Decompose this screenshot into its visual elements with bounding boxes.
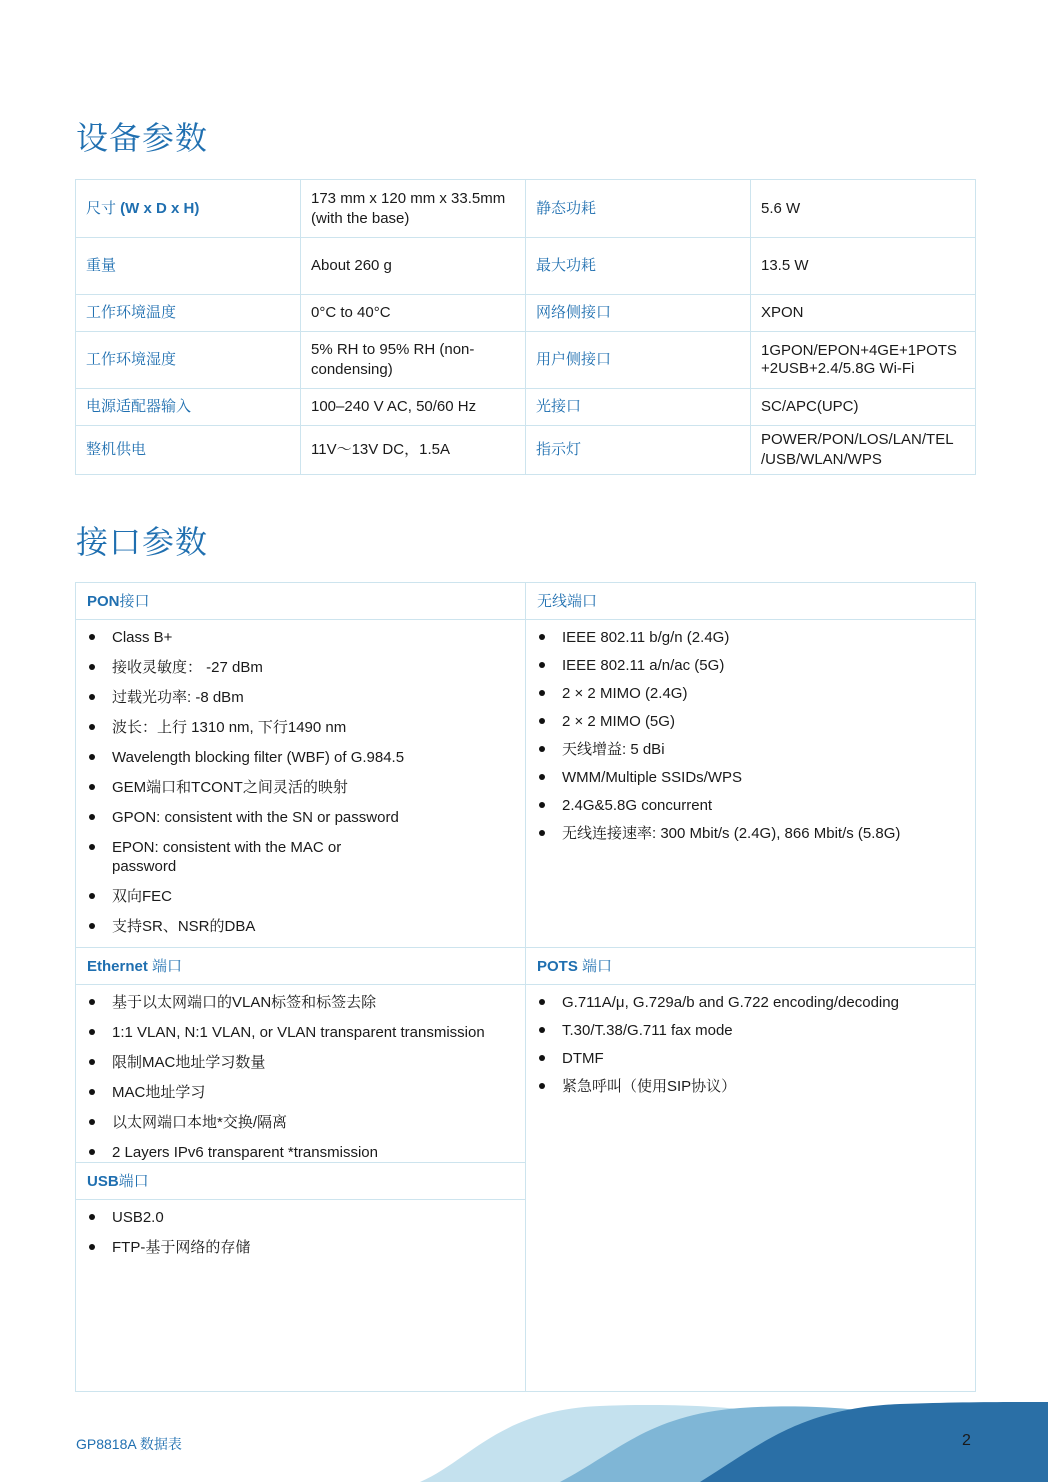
list-item: 天线增益: 5 dBi bbox=[526, 740, 975, 759]
list-item: IEEE 802.11 a/n/ac (5G) bbox=[526, 656, 975, 675]
spec-value: 1GPON/EPON+4GE+1POTS +2USB+2.4/5.8G Wi-Fi bbox=[751, 332, 976, 389]
spec-value: 5% RH to 95% RH (non-condensing) bbox=[301, 332, 526, 389]
spec-label: 用户侧接口 bbox=[526, 332, 751, 389]
spec-label: 整机供电 bbox=[76, 426, 301, 475]
spec-value: XPON bbox=[751, 295, 976, 332]
list-item: 波长：上行 1310 nm, 下行1490 nm bbox=[76, 718, 525, 737]
spec-label: 静态功耗 bbox=[526, 180, 751, 238]
spec-value: 0°C to 40°C bbox=[301, 295, 526, 332]
spec-label: 光接口 bbox=[526, 389, 751, 426]
wireless-feature-list bbox=[526, 620, 975, 843]
spec-label: 工作环境湿度 bbox=[76, 332, 301, 389]
spec-row bbox=[76, 332, 976, 389]
spec-row bbox=[76, 238, 976, 295]
list-item: 紧急呼叫（使用SIP协议） bbox=[526, 1077, 975, 1096]
list-item: EPON: consistent with the MAC or password bbox=[76, 838, 525, 876]
ports-row bbox=[76, 948, 976, 1392]
pots-feature-list bbox=[526, 985, 975, 1096]
spec-label: 网络侧接口 bbox=[526, 295, 751, 332]
list-item: MAC地址学习 bbox=[76, 1083, 525, 1102]
list-item: 支持SR、NSR的DBA bbox=[76, 917, 525, 936]
spec-value: 100–240 V AC, 50/60 Hz bbox=[301, 389, 526, 426]
list-item: 接收灵敏度： -27 dBm bbox=[76, 658, 525, 677]
list-item: G.711A/μ, G.729a/b and G.722 encoding/decoding bbox=[526, 993, 975, 1012]
spec-label: 最大功耗 bbox=[526, 238, 751, 295]
spec-label: 尺寸 (W x D x H) bbox=[76, 180, 301, 238]
ethernet-section-title: Ethernet 端口 bbox=[76, 948, 525, 985]
list-item: 2 × 2 MIMO (5G) bbox=[526, 712, 975, 731]
list-item: USB2.0 bbox=[76, 1208, 525, 1227]
spec-label: 指示灯 bbox=[526, 426, 751, 475]
list-item: GPON: consistent with the SN or password bbox=[76, 808, 525, 827]
list-item: Wavelength blocking filter (WBF) of G.984.5 bbox=[76, 748, 525, 767]
spec-label: 电源适配器输入 bbox=[76, 389, 301, 426]
spec-value: 173 mm x 120 mm x 33.5mm (with the base) bbox=[301, 180, 526, 238]
spec-row bbox=[76, 389, 976, 426]
list-item: IEEE 802.11 b/g/n (2.4G) bbox=[526, 628, 975, 647]
list-item: WMM/Multiple SSIDs/WPS bbox=[526, 768, 975, 787]
usb-feature-list bbox=[76, 1200, 525, 1257]
list-item: 2.4G&5.8G concurrent bbox=[526, 796, 975, 815]
list-item: 2 Layers IPv6 transparent *transmission bbox=[76, 1143, 525, 1162]
list-item: Class B+ bbox=[76, 628, 525, 647]
page-number: 2 bbox=[962, 1432, 971, 1449]
pon-feature-list bbox=[76, 620, 525, 936]
pon-section bbox=[76, 583, 526, 948]
list-item: 限制MAC地址学习数量 bbox=[76, 1053, 525, 1072]
list-item: 基于以太网端口的VLAN标签和标签去除 bbox=[76, 993, 525, 1012]
footer-doc-title: GP8818A 数据表 bbox=[76, 1436, 182, 1452]
ports-row bbox=[76, 583, 976, 948]
interface-params-table bbox=[75, 582, 976, 1392]
section-title-interface-params: 接口参数 bbox=[76, 523, 209, 561]
list-item: 2 × 2 MIMO (2.4G) bbox=[526, 684, 975, 703]
list-item: T.30/T.38/G.711 fax mode bbox=[526, 1021, 975, 1040]
spec-label: 工作环境温度 bbox=[76, 295, 301, 332]
ethernet-feature-list bbox=[76, 985, 525, 1162]
spec-row bbox=[76, 180, 976, 238]
spec-value: About 260 g bbox=[301, 238, 526, 295]
usb-section-title: USB端口 bbox=[76, 1163, 525, 1200]
list-item: 无线连接速率: 300 Mbit/s (2.4G), 866 Mbit/s (5.8G) bbox=[526, 824, 975, 843]
spec-value: 13.5 W bbox=[751, 238, 976, 295]
ethernet-usb-column bbox=[76, 948, 526, 1392]
spec-row bbox=[76, 426, 976, 475]
spec-value: SC/APC(UPC) bbox=[751, 389, 976, 426]
usb-section bbox=[76, 1162, 525, 1257]
list-item: 过载光功率: -8 dBm bbox=[76, 688, 525, 707]
list-item: 双向FEC bbox=[76, 887, 525, 906]
section-title-device-params: 设备参数 bbox=[76, 119, 209, 157]
list-item: DTMF bbox=[526, 1049, 975, 1068]
spec-label: 重量 bbox=[76, 238, 301, 295]
wireless-section-title: 无线端口 bbox=[526, 583, 975, 620]
pots-section bbox=[526, 948, 976, 1392]
device-params-table bbox=[75, 179, 976, 475]
pon-section-title: PON接口 bbox=[76, 583, 525, 620]
spec-row bbox=[76, 295, 976, 332]
ethernet-section bbox=[76, 948, 525, 1162]
list-item: 1:1 VLAN, N:1 VLAN, or VLAN transparent transmission bbox=[76, 1023, 525, 1042]
list-item: 以太网端口本地*交换/隔离 bbox=[76, 1113, 525, 1132]
list-item: GEM端口和TCONT之间灵活的映射 bbox=[76, 778, 525, 797]
spec-value: 5.6 W bbox=[751, 180, 976, 238]
spec-value: POWER/PON/LOS/LAN/TEL /USB/WLAN/WPS bbox=[751, 426, 976, 475]
wireless-section bbox=[526, 583, 976, 948]
list-item: FTP-基于网络的存储 bbox=[76, 1238, 525, 1257]
pots-section-title: POTS 端口 bbox=[526, 948, 975, 985]
spec-value: 11V～13V DC，1.5A bbox=[301, 426, 526, 475]
